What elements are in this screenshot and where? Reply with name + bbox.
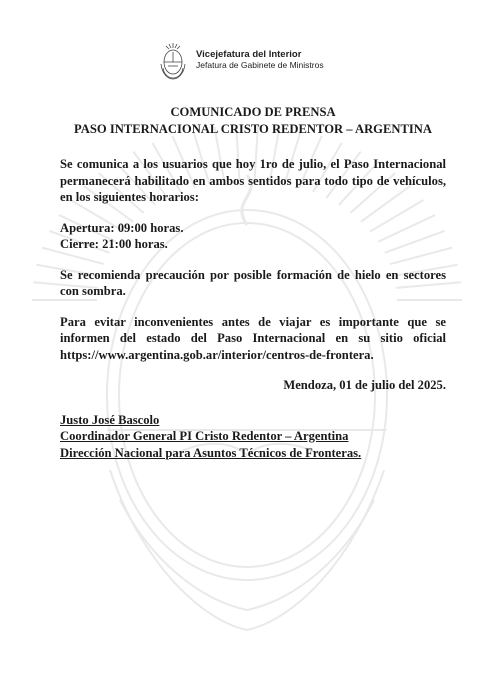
place-date: Mendoza, 01 de julio del 2025. (283, 378, 446, 392)
signature-position: Coordinador General PI Cristo Redentor – Argentina (60, 429, 349, 443)
schedule-opening: Apertura: 09:00 horas. (60, 220, 184, 235)
paragraph-info (60, 314, 446, 364)
document-subtitle: PASO INTERNACIONAL CRISTO REDENTOR – ARGENTINA (74, 121, 432, 136)
signature-department: Dirección Nacional para Asuntos Técnicos de Fronteras. (60, 445, 362, 460)
paragraph-warning: Se recomienda precaución por posible formación de hielo en sectores con sombra. (60, 267, 446, 298)
org-subname: Jefatura de Gabinete de Ministros (196, 60, 324, 70)
org-name: Vicejefatura del Interior (196, 49, 302, 60)
document-body (60, 104, 446, 461)
info-link[interactable]: https://www.argentina.gob.ar/interior/centros-de-frontera. (60, 347, 374, 362)
document-title: COMUNICADO DE PRENSA (170, 105, 336, 119)
schedule-closing: Cierre: 21:00 horas. (60, 237, 168, 251)
coat-of-arms-icon (158, 40, 188, 80)
paragraph-announcement: Se comunica a los usuarios que hoy 1ro de julio, el Paso Internacional permanecerá habilitado en ambos sentidos para todo tipo de vehículos, en los siguientes horarios: (60, 157, 446, 204)
signature-name: Justo José Bascolo (60, 412, 160, 427)
letterhead (158, 40, 324, 80)
info-text: Para evitar inconvenientes antes de viajar es importante que se informen del estado del Paso Internacional en su sitio oficial (60, 314, 446, 345)
